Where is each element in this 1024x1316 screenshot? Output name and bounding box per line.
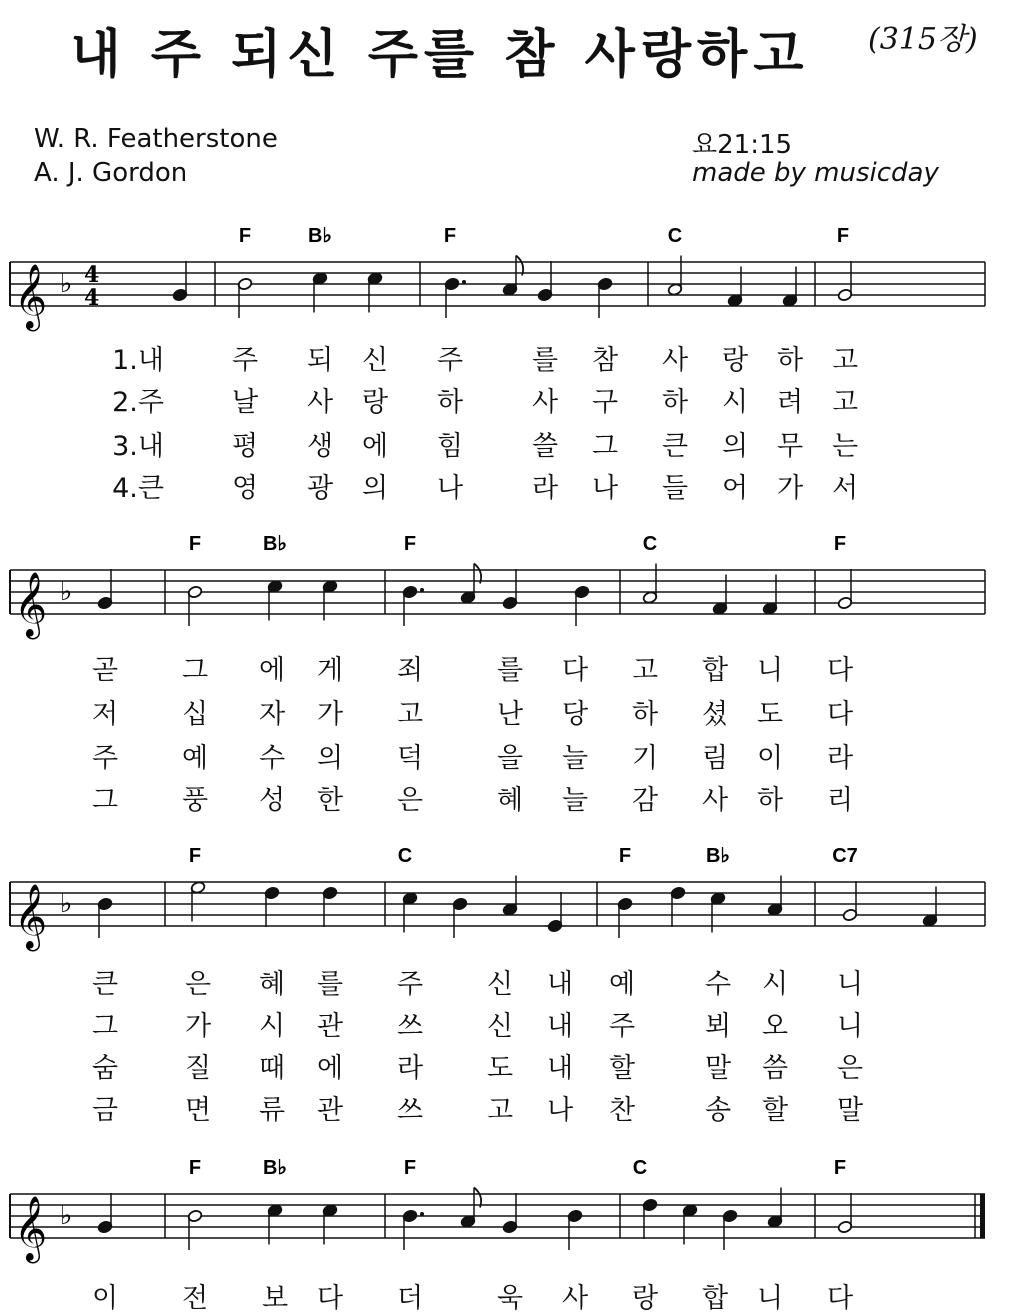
- lyric-syllable: 라: [396, 1053, 424, 1084]
- note: [502, 1193, 517, 1234]
- chord-symbol: F: [188, 845, 202, 867]
- lyric-syllable: 은: [836, 1053, 864, 1084]
- lyric-line: [0, 380, 1024, 420]
- lyric-syllable: 셨: [701, 699, 729, 730]
- chord-symbol: F: [443, 225, 457, 247]
- note: [237, 277, 252, 318]
- lyric-syllable: 합: [701, 655, 729, 686]
- lyric-syllable: 혜: [258, 969, 286, 1000]
- lyric-syllable: 힘: [436, 431, 464, 462]
- chord-symbol: C: [632, 1157, 648, 1179]
- chord-symbol: F: [403, 1157, 417, 1179]
- note: [617, 897, 632, 938]
- lyric-syllable: 영: [231, 473, 259, 504]
- lyric-syllable: 고: [631, 655, 659, 686]
- note: [187, 585, 202, 626]
- lyric-syllable: 합: [701, 1283, 729, 1314]
- lyric-syllable: 의: [721, 431, 749, 462]
- note: [444, 277, 466, 318]
- lyric-syllable: 주: [231, 345, 259, 376]
- lyric-syllable: 내: [546, 1011, 574, 1042]
- lyric-syllable: 에: [316, 1053, 344, 1084]
- lyric-syllable: 를: [496, 655, 524, 686]
- lyric-syllable: 랑: [361, 387, 389, 418]
- key-signature-flat-icon: ♭: [60, 577, 73, 607]
- lyric-syllable: 저: [91, 699, 119, 730]
- lyric-syllable: 다: [826, 655, 854, 686]
- chord-symbol: B♭: [308, 225, 332, 247]
- lyric-syllable: 류: [258, 1095, 286, 1126]
- lyric-syllable: 니: [756, 655, 784, 686]
- lyric-syllable: 에: [258, 655, 286, 686]
- lyric-syllable: 어: [721, 473, 749, 504]
- chord-symbol: F: [188, 1157, 202, 1179]
- treble-clef-icon: 𝄞: [14, 264, 48, 329]
- lyric-syllable: 쓸: [531, 431, 559, 462]
- lyric-syllable: 다: [561, 655, 589, 686]
- handwritten-hymn-number: (315장): [868, 22, 978, 57]
- lyric-syllable: 려: [776, 387, 804, 418]
- lyric-syllable: 게: [316, 655, 344, 686]
- lyric-syllable: 늘: [561, 785, 589, 816]
- lyric-syllable: 주: [396, 969, 424, 1000]
- lyric-syllable: 1.내: [112, 345, 164, 376]
- lyric-syllable: 더: [396, 1283, 424, 1314]
- note: [502, 569, 517, 610]
- lyric-syllable: 4.큰: [112, 473, 164, 504]
- time-signature-top: 4: [84, 262, 100, 288]
- lyric-syllable: 은: [396, 785, 424, 816]
- lyric-syllable: 숨: [91, 1053, 119, 1084]
- chord-symbol: B♭: [263, 533, 287, 555]
- lyric-syllable: 광: [306, 473, 334, 504]
- note: [567, 1209, 582, 1250]
- chord-symbol: F: [238, 225, 252, 247]
- lyric-syllable: 시: [721, 387, 749, 418]
- chord-symbol: F: [618, 845, 632, 867]
- lyric-syllable: 늘: [561, 743, 589, 774]
- lyric-syllable: 그: [181, 655, 209, 686]
- lyric-syllable: 하: [661, 387, 689, 418]
- lyric-syllable: 무: [776, 431, 804, 462]
- chord-symbol: C7: [832, 845, 858, 867]
- note: [837, 569, 852, 610]
- chord-symbol: B♭: [263, 1157, 287, 1179]
- lyric-syllable: 가: [776, 473, 804, 504]
- lyric-syllable: 사: [531, 387, 559, 418]
- lyric-syllable: 사: [306, 387, 334, 418]
- lyric-syllable: 고: [396, 699, 424, 730]
- lyric-syllable: 하: [631, 699, 659, 730]
- scripture-reference: 요21:15: [692, 130, 793, 160]
- lyric-syllable: 전: [181, 1283, 209, 1314]
- lyric-syllable: 예: [181, 743, 209, 774]
- lyric-syllable: 고: [831, 345, 859, 376]
- chord-symbol: B♭: [706, 845, 730, 867]
- lyric-syllable: 욱: [496, 1283, 524, 1314]
- lyric-syllable: 도: [486, 1053, 514, 1084]
- lyric-syllable: 풍: [181, 785, 209, 816]
- lyricist-credit: W. R. Featherstone: [34, 124, 278, 154]
- lyric-syllable: 뵈: [704, 1011, 732, 1042]
- lyric-syllable: 예: [608, 969, 636, 1000]
- chord-symbol: F: [403, 533, 417, 555]
- lyric-syllable: 오: [761, 1011, 789, 1042]
- lyric-syllable: 를: [316, 969, 344, 1000]
- lyric-syllable: 쓰: [396, 1011, 424, 1042]
- lyric-syllable: 혜: [496, 785, 524, 816]
- lyric-syllable: 말: [836, 1095, 864, 1126]
- lyric-syllable: 날: [231, 387, 259, 418]
- note: [837, 261, 852, 302]
- note: [402, 585, 424, 626]
- note: [452, 897, 467, 938]
- lyric-line: [0, 424, 1024, 464]
- note: [97, 569, 112, 610]
- lyric-syllable: 다: [316, 1283, 344, 1314]
- lyric-line: [0, 692, 1024, 732]
- lyric-line: [0, 648, 1024, 688]
- lyric-syllable: 를: [531, 345, 559, 376]
- lyric-syllable: 관: [316, 1011, 344, 1042]
- lyric-syllable: 이: [91, 1283, 119, 1314]
- lyric-syllable: 보: [261, 1283, 289, 1314]
- chord-symbol: C: [642, 533, 658, 555]
- lyric-syllable: 평: [231, 431, 259, 462]
- lyric-syllable: 덕: [396, 743, 424, 774]
- lyric-line: [0, 1088, 1024, 1128]
- lyric-syllable: 때: [258, 1053, 286, 1084]
- lyric-syllable: 내: [546, 969, 574, 1000]
- lyric-syllable: 시: [258, 1011, 286, 1042]
- lyric-syllable: 큰: [91, 969, 119, 1000]
- lyric-syllable: 면: [184, 1095, 212, 1126]
- lyric-syllable: 니: [836, 969, 864, 1000]
- lyric-line: [0, 1004, 1024, 1044]
- time-signature-bottom: 4: [84, 285, 100, 311]
- lyric-syllable: 도: [756, 699, 784, 730]
- note: [842, 881, 857, 922]
- lyric-syllable: 2.주: [112, 387, 164, 418]
- lyric-syllable: 주: [436, 345, 464, 376]
- final-barline-thick: [980, 1194, 985, 1238]
- note: [187, 1209, 202, 1250]
- note: [264, 886, 279, 927]
- lyric-syllable: 큰: [661, 431, 689, 462]
- chord-symbol: F: [833, 1157, 847, 1179]
- chord-symbol: C: [667, 225, 683, 247]
- lyric-syllable: 자: [258, 699, 286, 730]
- lyric-syllable: 당: [561, 699, 589, 730]
- lyric-syllable: 죄: [396, 655, 424, 686]
- lyric-line: [0, 1276, 1024, 1316]
- lyric-syllable: 이: [756, 743, 784, 774]
- lyric-syllable: 난: [496, 699, 524, 730]
- lyric-syllable: 라: [531, 473, 559, 504]
- lyric-syllable: 랑: [721, 345, 749, 376]
- lyric-syllable: 구: [591, 387, 619, 418]
- lyric-syllable: 씀: [761, 1053, 789, 1084]
- lyric-line: [0, 736, 1024, 776]
- staff-system: [0, 832, 1024, 952]
- lyric-syllable: 할: [761, 1095, 789, 1126]
- lyric-syllable: 3.내: [112, 431, 164, 462]
- lyric-syllable: 성: [258, 785, 286, 816]
- note: [670, 886, 685, 927]
- lyric-syllable: 다: [826, 1283, 854, 1314]
- lyric-line: [0, 1046, 1024, 1086]
- lyric-syllable: 수: [258, 743, 286, 774]
- treble-clef-icon: 𝄞: [14, 884, 48, 949]
- lyric-syllable: 에: [361, 431, 389, 462]
- lyric-syllable: 한: [316, 785, 344, 816]
- note: [537, 261, 552, 302]
- lyric-line: [0, 338, 1024, 378]
- lyric-syllable: 니: [756, 1283, 784, 1314]
- lyric-syllable: 찬: [608, 1095, 636, 1126]
- lyric-syllable: 참: [591, 345, 619, 376]
- lyric-syllable: 하: [436, 387, 464, 418]
- lyric-syllable: 의: [316, 743, 344, 774]
- note: [544, 892, 566, 933]
- lyric-syllable: 고: [831, 387, 859, 418]
- lyric-syllable: 나: [436, 473, 464, 504]
- hymn-title: 내 주 되신 주를 참 사랑하고: [70, 25, 810, 85]
- note: [597, 277, 612, 318]
- lyric-syllable: 송: [704, 1095, 732, 1126]
- lyric-syllable: 서: [831, 473, 859, 504]
- note: [97, 1193, 112, 1234]
- key-signature-flat-icon: ♭: [60, 1201, 73, 1231]
- staff-system: [0, 212, 1024, 332]
- lyric-syllable: 질: [184, 1053, 212, 1084]
- lyric-syllable: 리: [826, 785, 854, 816]
- note: [172, 261, 187, 302]
- lyric-line: [0, 466, 1024, 506]
- lyric-syllable: 주: [91, 743, 119, 774]
- lyric-syllable: 십: [181, 699, 209, 730]
- note: [837, 1193, 852, 1234]
- chord-symbol: C: [397, 845, 413, 867]
- lyric-syllable: 시: [761, 969, 789, 1000]
- lyric-syllable: 은: [184, 969, 212, 1000]
- composer-credit: A. J. Gordon: [34, 158, 188, 188]
- lyric-syllable: 신: [361, 345, 389, 376]
- note: [97, 897, 112, 938]
- lyric-syllable: 랑: [631, 1283, 659, 1314]
- chord-symbol: F: [833, 533, 847, 555]
- lyric-syllable: 관: [316, 1095, 344, 1126]
- note: [722, 1209, 737, 1250]
- lyric-syllable: 내: [546, 1053, 574, 1084]
- lyric-syllable: 사: [561, 1283, 589, 1314]
- lyric-syllable: 하: [756, 785, 784, 816]
- lyric-syllable: 되: [306, 345, 334, 376]
- lyric-syllable: 생: [306, 431, 334, 462]
- lyric-line: [0, 962, 1024, 1002]
- arranger-credit: made by musicday: [692, 158, 939, 188]
- lyric-syllable: 감: [631, 785, 659, 816]
- note: [322, 886, 337, 927]
- lyric-syllable: 나: [591, 473, 619, 504]
- lyric-syllable: 는: [831, 431, 859, 462]
- lyric-syllable: 다: [826, 699, 854, 730]
- lyric-syllable: 사: [701, 785, 729, 816]
- lyric-syllable: 하: [776, 345, 804, 376]
- lyric-syllable: 신: [486, 1011, 514, 1042]
- lyric-syllable: 고: [486, 1095, 514, 1126]
- lyric-syllable: 말: [704, 1053, 732, 1084]
- lyric-syllable: 그: [91, 785, 119, 816]
- chord-symbol: F: [836, 225, 850, 247]
- lyric-syllable: 신: [486, 969, 514, 1000]
- lyric-syllable: 기: [631, 743, 659, 774]
- lyric-syllable: 쓰: [396, 1095, 424, 1126]
- note: [402, 1209, 424, 1250]
- key-signature-flat-icon: ♭: [60, 889, 73, 919]
- lyric-syllable: 주: [608, 1011, 636, 1042]
- staff-system: [0, 1144, 1024, 1264]
- treble-clef-icon: 𝄞: [14, 1196, 48, 1261]
- lyric-syllable: 할: [608, 1053, 636, 1084]
- lyric-syllable: 림: [701, 743, 729, 774]
- lyric-syllable: 가: [316, 699, 344, 730]
- lyric-syllable: 사: [661, 345, 689, 376]
- lyric-syllable: 그: [591, 431, 619, 462]
- lyric-syllable: 의: [361, 473, 389, 504]
- note: [642, 1198, 657, 1239]
- lyric-syllable: 금: [91, 1095, 119, 1126]
- lyric-syllable: 곧: [91, 655, 119, 686]
- staff-system: [0, 520, 1024, 640]
- lyric-syllable: 나: [546, 1095, 574, 1126]
- lyric-syllable: 을: [496, 743, 524, 774]
- chord-symbol: F: [188, 533, 202, 555]
- lyric-syllable: 라: [826, 743, 854, 774]
- lyric-syllable: 가: [184, 1011, 212, 1042]
- key-signature-flat-icon: ♭: [60, 269, 73, 299]
- lyric-syllable: 들: [661, 473, 689, 504]
- lyric-syllable: 니: [836, 1011, 864, 1042]
- treble-clef-icon: 𝄞: [14, 572, 48, 637]
- lyric-line: [0, 778, 1024, 818]
- lyric-syllable: 그: [91, 1011, 119, 1042]
- lyric-syllable: 수: [704, 969, 732, 1000]
- note: [574, 585, 589, 626]
